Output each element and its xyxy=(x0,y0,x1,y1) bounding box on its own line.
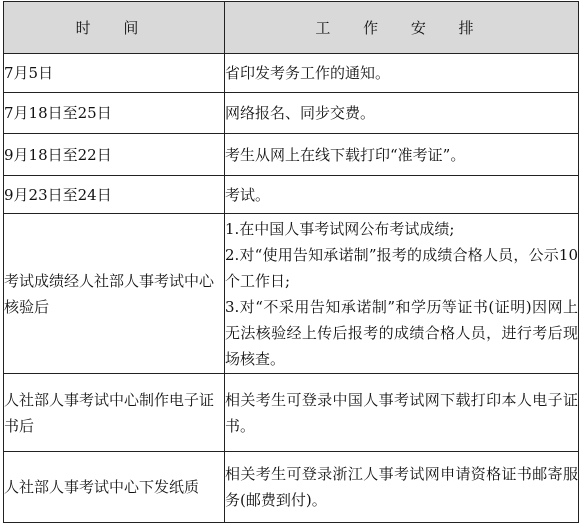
table-row xyxy=(4,134,579,176)
task-text: 相关考生可登录中国人事考试网下载打印本人电子证书。 xyxy=(225,390,578,435)
header-task: 工 作 安 排 xyxy=(225,2,579,54)
header-time: 时 间 xyxy=(4,2,225,54)
task-text: 考试。 xyxy=(225,185,271,204)
task-cell xyxy=(225,93,579,134)
task-cell xyxy=(225,452,579,523)
table-row xyxy=(4,374,579,452)
task-text: 相关考生可登录浙江人事考试网申请资格证书邮寄服务(邮费到付)。 xyxy=(225,465,578,509)
task-cell xyxy=(225,374,579,452)
table-row xyxy=(4,452,579,523)
time-cell: 考试成绩经人社部人事考试中心核验后 xyxy=(4,214,225,374)
task-item-2: 2.对“使用告知承诺制”报考的成绩合格人员，公示10个工作日; xyxy=(225,245,578,290)
task-cell xyxy=(225,54,579,93)
time-cell: 7月5日 xyxy=(4,54,225,93)
time-cell: 9月18日至22日 xyxy=(4,134,225,176)
time-cell: 人社部人事考试中心下发纸质 xyxy=(4,452,225,523)
task-cell xyxy=(225,134,579,176)
task-item-3: 3.对“不采用告知承诺制”和学历等证书(证明)因网上无法核验经上传后报考的成绩合格人员，进行考后现场核查。 xyxy=(225,297,578,368)
table-row xyxy=(4,54,579,93)
table-row xyxy=(4,176,579,214)
task-cell xyxy=(225,214,579,374)
task-text: 考生从网上在线下载打印“准考证”。 xyxy=(225,145,466,164)
time-cell: 9月23日至24日 xyxy=(4,176,225,214)
task-item-1: 1.在中国人事考试网公布考试成绩; xyxy=(225,219,455,238)
task-text: 网络报名、同步交费。 xyxy=(225,104,376,122)
table-header-row xyxy=(4,2,579,54)
task-cell xyxy=(225,176,579,214)
schedule-table xyxy=(3,1,579,523)
table-row xyxy=(4,93,579,134)
time-cell: 7月18日至25日 xyxy=(4,93,225,134)
task-text: 省印发考务工作的通知。 xyxy=(225,64,391,82)
table-row xyxy=(4,214,579,374)
time-cell: 人社部人事考试中心制作电子证书后 xyxy=(4,374,225,452)
